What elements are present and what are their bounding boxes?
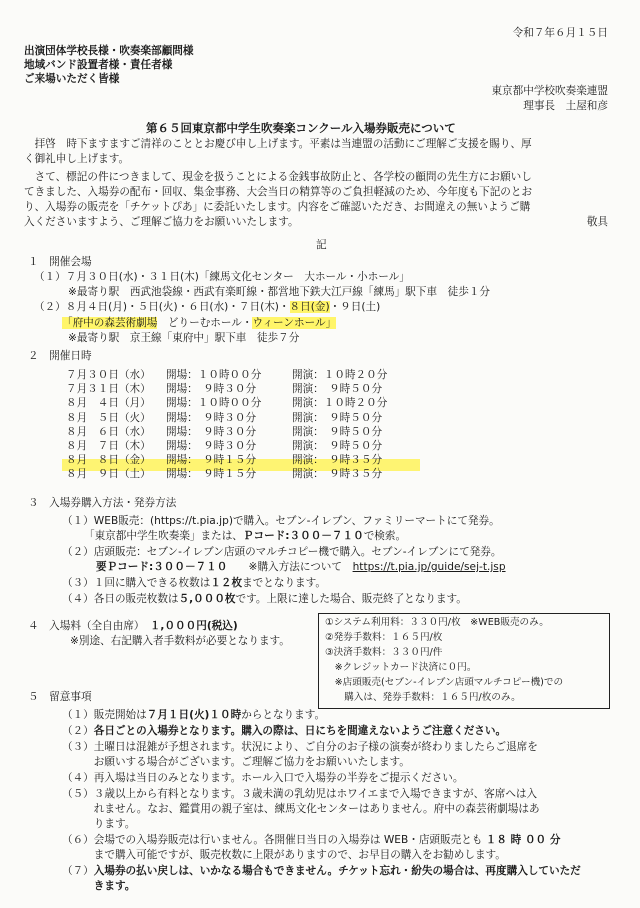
section-5-heading: ５ 留意事項 [28,691,92,703]
note-3b: お願いする場合がございます。ご理解ご協力をお願いいたします。 [62,756,410,768]
highlight-aug8: ８日(金) [289,301,330,313]
section-2-heading: ２ 開催日時 [28,350,92,362]
ticket-price: １,０００円(税込) [149,620,238,632]
schedule-date: ８月 ９日（土） [66,468,151,481]
schedule-open: 開場： ９時３０分 [166,440,257,452]
schedule-date: ８月 ５日（火） [66,411,151,424]
body-line-2: てきました、入場券の配布・回収、集金事務、大会当日の精算等のご負担軽減のため、今年度も下記のとお [24,186,533,198]
fee-note: ※別途、右記購入者手数料が必要となります。 [70,635,290,647]
schedule-open: 開場： ９時３０分 [166,411,257,424]
body-line-1: さて、標記の件につきまして、現金を扱うことによる金銭事故防止と、各学校の顧問の先生方にお願いし [24,171,532,183]
venue-2-line: （２）８月４日(月)・５日(火)・６日(水)・７日(木)・８日(金)・９日(土) [34,301,381,313]
greeting-line-1: 拝啓 時下ますますご清祥のこととお慶び申し上げます。平素は当連盟の活動にご理解ご支援を賜り、厚 [24,138,532,150]
sender-org: 東京都中学校吹奏楽連盟 [491,85,608,97]
note-5a: （５）３歳以上から有料となります。３歳未満の乳幼児はホワイエまで入場できますが、客席へは入 [62,788,538,800]
schedule-open: 開場：１０時００分 [166,369,262,381]
fee-line-4: ※クレジットカード決済に０円。 [325,662,477,673]
purchase-web-search: 「東京都中学生吹奏楽」または、Ｐコード:３００－７１０で検索。 [84,530,407,542]
schedule-date: ８月 ６日（水） [66,425,151,438]
fee-line-1: ①システム利用料：３３０円/枚 ※WEB販売のみ。 [325,617,549,628]
section-4-heading: ４ 入場料（全自由席） １,０００円(税込) [28,620,238,632]
purchase-store: （２）店頭販売：セブン-イレブン店頭のマルチコピー機で購入。セブン-イレブンにて発券。 [62,546,502,558]
venue-2-station: ※最寄り駅 京王線「東府中」駅下車 徒歩７分 [68,332,300,344]
purchase-limit: （３）１回に購入できる枚数は１２枚までとなります。 [62,577,326,589]
sender-person: 理事長 土屋和彦 [523,100,608,112]
note-6b: まで購入可能ですが、販売枚数に上限がありますので、お早目の購入をお勧めします。 [62,849,506,861]
closing-word: 敬具 [586,216,608,228]
schedule-date: ８月 ８日（金） [66,454,151,467]
addressee-line-1: 出演団体学校長様・吹奏楽部顧問様 [24,45,194,57]
daily-limit: （４）各日の販売枚数は５,０００枚です。上限に達した場合、販売終了となります。 [62,593,467,605]
section-3-heading: ３ 入場券購入方法・発券方法 [28,497,177,509]
note-6a: （６）会場での入場券販売は行いません。各開催日当日の入場券は WEB・店頭販売とも １８ 時 ００ 分 [62,834,561,846]
schedule-open: 開場： ９時１５分 [166,468,257,481]
note-4: （４）再入場は当日のみとなります。ホール入口で入場券の半券をご提示ください。 [62,772,464,784]
fee-line-3: ③決済手数料：３３０円/件 [325,647,443,658]
fee-box [318,613,610,709]
schedule-start: 開演： ９時５０分 [292,440,383,452]
note-1: （１）販売開始は７月１日(火)１０時からとなります。 [62,709,326,721]
fee-line-2: ②発券手数料：１６５円/枚 [325,632,443,643]
fee-line-5: ※店頭販売(セブン-イレブン店頭マルチコピー機)での [325,677,564,688]
schedule-date: ７月３０日（水） [66,369,151,381]
note-5b: れません。なお、鑑賞用の親子室は、練馬文化センターはありません。府中の森芸術劇場はあ [62,803,540,815]
schedule-start: 開演： ９時５０分 [292,411,383,424]
document-date: 令和７年６月１５日 [512,27,608,39]
schedule-open: 開場：１０時００分 [166,397,262,410]
schedule-open: 開場： ９時３０分 [166,425,257,438]
section-1-heading: １ 開催会場 [28,256,92,268]
schedule-start: 開演： ９時３５分 [292,468,383,481]
schedule-start: 開演： ９時５０分 [292,425,383,438]
schedule-start: 開演： ９時５０分 [292,383,383,396]
purchase-web: （１）WEB販売：(https://t.pia.jp)で購入。セブン-イレブン、ファミリーマートにて発券。 [62,515,500,527]
greeting-line-2: く御礼申し上げます。 [24,153,130,165]
fee-line-6: 購入は、発券手数料：１６５円/枚のみ。 [325,692,521,703]
schedule-start: 開演： ９時３５分 [292,454,383,467]
schedule-start: 開演：１０時２０分 [292,369,388,381]
addressee-line-3: ご来場いただく皆様 [24,73,120,85]
venue-1-station: ※最寄り駅 西武池袋線・西武有楽町線・都営地下鉄大江戸線「練馬」駅下車 徒歩１分 [68,286,491,298]
note-3a: （３）土曜日は混雑が予想されます。状況により、ご自分のお子様の演奏が終わりましたらご退席を [62,741,538,753]
note-7b: きます。 [62,880,136,892]
note-7a: （７）入場券の払い戻しは、いかなる場合もできません。チケット忘れ・紛失の場合は、再度購入していただ [62,865,581,877]
schedule-open: 開場： ９時１５分 [166,454,257,467]
venue-1-line: （１）７月３０日(水)・３１日(木)「練馬文化センター 大ホール・小ホール」 [34,271,410,283]
addressee-line-2: 地域バンド設置者様・責任者様 [24,59,173,71]
guide-url-link[interactable]: https://t.pia.jp/guide/sej-t.jsp [352,561,506,573]
schedule-date: ８月 ７日（木） [66,440,151,452]
purchase-store-code: 要Ｐコード:３００－７１０ ※購入方法について https://t.pia.jp/guide/sej-t.jsp [96,561,506,573]
note-2: （２）各日ごとの入場券となります。購入の際は、日にちを間違えないようご注意ください。 [62,725,507,737]
body-line-3: り、入場券の販売を「チケットぴあ」に委託いたします。内容をご確認いただき、お間違えの無いようご購 [24,201,531,213]
ki-mark: 記 [316,239,327,251]
venue-2-name: 「府中の森芸術劇場 どりーむホール・ウィーンホール」 [62,317,337,329]
body-line-4: 入くださいますよう、ご理解ご協力をお願いいたします。 [24,216,299,228]
schedule-date: ７月３１日（木） [66,383,151,396]
document-title: 第６５回東京都中学生吹奏楽コンクール入場券販売について [146,121,456,135]
schedule-date: ８月 ４日（月） [66,397,151,410]
note-5c: ります。 [62,818,136,830]
schedule-start: 開演：１０時２０分 [292,397,388,410]
schedule-open: 開場： ９時３０分 [166,383,257,396]
